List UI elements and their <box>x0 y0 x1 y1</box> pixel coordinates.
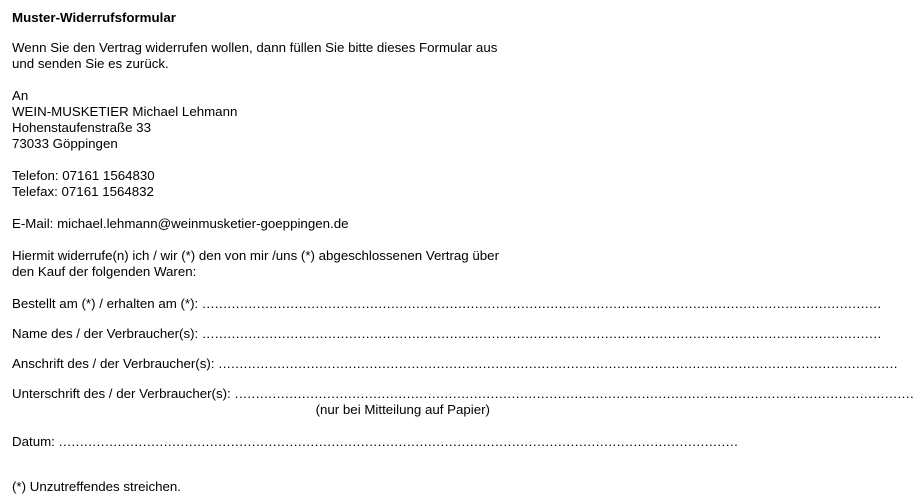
statement-line-2: den Kauf der folgenden Waren: <box>12 264 197 279</box>
withdrawal-form-document <box>12 10 914 495</box>
field-date-dots: .................................................................................................................................................................. <box>58 434 739 449</box>
field-date-label: Datum: <box>12 434 55 449</box>
field-consumer-name[interactable] <box>12 326 882 342</box>
intro-line-1: Wenn Sie den Vertrag widerrufen wollen, dann füllen Sie bitte dieses Formular aus <box>12 40 498 55</box>
address-street: Hohenstaufenstraße 33 <box>12 120 151 135</box>
intro-paragraph <box>12 40 498 72</box>
field-ordered-received[interactable] <box>12 296 882 312</box>
field-name-label: Name des / der Verbraucher(s): <box>12 326 199 341</box>
field-signature-dots: .................................................................................................................................................................. <box>234 386 914 401</box>
field-address-dots: .................................................................................................................................................................. <box>218 356 898 371</box>
contact-fax: Telefax: 07161 1564832 <box>12 184 154 199</box>
address-to: An <box>12 88 29 103</box>
field-consumer-signature[interactable] <box>12 386 914 402</box>
contact-phone: Telefon: 07161 1564830 <box>12 168 155 183</box>
contact-email: E-Mail: michael.lehmann@weinmusketier-goeppingen.de <box>12 216 349 231</box>
recipient-address <box>12 88 492 152</box>
document-title: Muster-Widerrufsformular <box>12 10 176 25</box>
contact-block <box>12 168 492 200</box>
field-consumer-address[interactable] <box>12 356 898 372</box>
statement-line-1: Hiermit widerrufe(n) ich / wir (*) den von mir /uns (*) abgeschlossenen Vertrag über <box>12 248 500 263</box>
field-address-label: Anschrift des / der Verbraucher(s): <box>12 356 215 371</box>
signature-note: (nur bei Mitteilung auf Papier) <box>315 402 490 417</box>
field-name-dots: .................................................................................................................................................................. <box>202 326 882 341</box>
footnote: (*) Unzutreffendes streichen. <box>12 479 182 494</box>
address-city: 73033 Göppingen <box>12 136 118 151</box>
email-block <box>12 216 492 232</box>
field-signature-label: Unterschrift des / der Verbraucher(s): <box>12 386 231 401</box>
field-ordered-dots: .................................................................................................................................................................. <box>202 296 882 311</box>
field-ordered-label: Bestellt am (*) / erhalten am (*): <box>12 296 199 311</box>
statement-paragraph <box>12 248 500 280</box>
field-date[interactable] <box>12 434 739 450</box>
address-name: WEIN-MUSKETIER Michael Lehmann <box>12 104 238 119</box>
intro-line-2: und senden Sie es zurück. <box>12 56 169 71</box>
